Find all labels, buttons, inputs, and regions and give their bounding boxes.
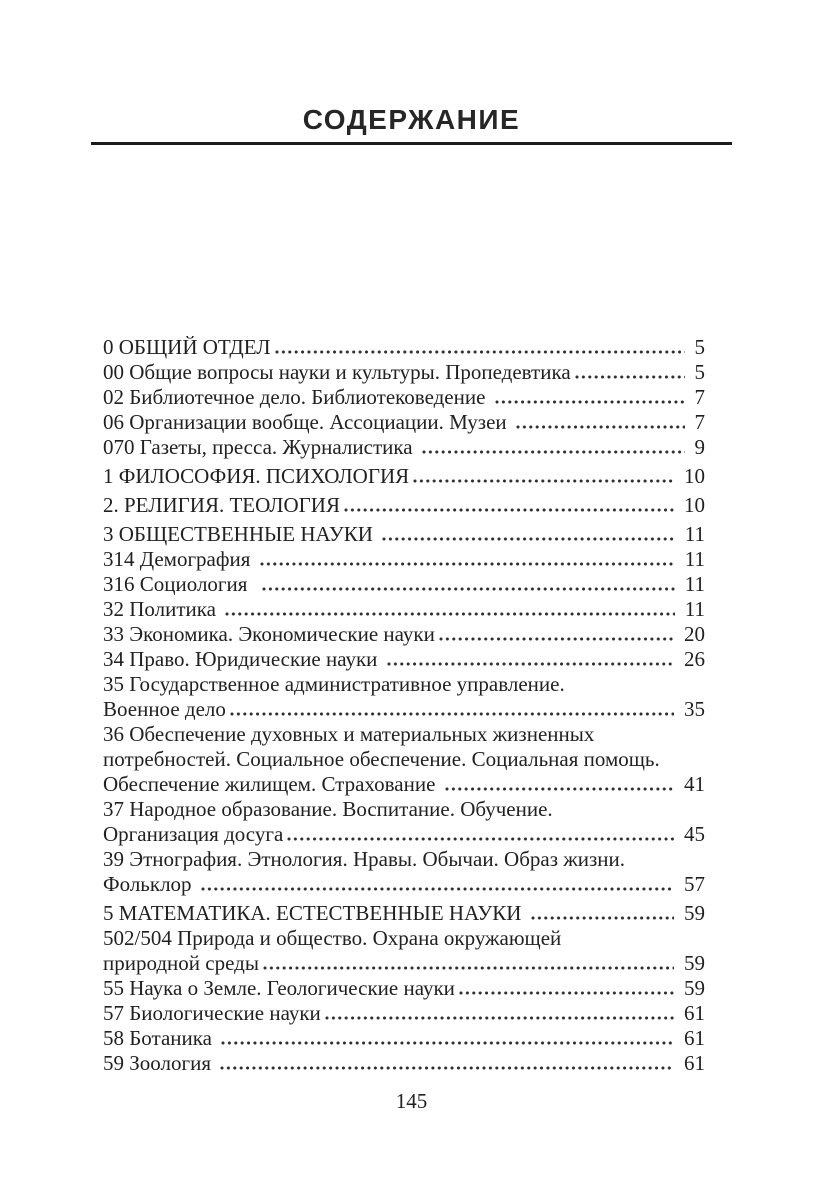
toc-line xyxy=(103,872,705,897)
toc-line xyxy=(103,697,705,722)
toc-page-number: 45 xyxy=(684,822,705,846)
toc-entry-text: 06 Организации вообще. Ассоциации. Музеи xyxy=(103,410,512,434)
toc-line xyxy=(103,360,705,385)
toc-entry-text: потребностей. Социальное обеспечение. Социальная помощь. xyxy=(103,747,660,771)
toc-line xyxy=(103,747,705,772)
toc-page-number: 59 xyxy=(684,951,705,975)
toc-entry xyxy=(103,360,705,385)
toc-entry xyxy=(103,335,705,360)
toc-line xyxy=(103,1051,705,1076)
masthead xyxy=(91,104,732,145)
toc-entry-text: 33 Экономика. Экономические науки xyxy=(103,622,435,646)
toc-line xyxy=(103,522,705,547)
toc-entry-text: 3 ОБЩЕСТВЕННЫЕ НАУКИ xyxy=(103,522,379,546)
toc-line xyxy=(103,772,705,797)
toc-entry xyxy=(103,672,705,722)
toc-page-number: 7 xyxy=(694,385,705,409)
toc-page-number: 61 xyxy=(684,1026,705,1050)
toc-line xyxy=(103,901,705,926)
toc-page-number: 10 xyxy=(684,493,705,517)
toc-page-number: 26 xyxy=(684,647,705,671)
toc-entry xyxy=(103,493,705,518)
toc-line xyxy=(103,464,705,489)
toc-page-number: 7 xyxy=(694,410,705,434)
toc-page-number: 5 xyxy=(694,360,705,384)
toc-entry-text: 35 Государственное административное управление. xyxy=(103,672,565,696)
toc-entry-text: 0 ОБЩИЙ ОТДЕЛ xyxy=(103,335,271,359)
toc-entry-text: 314 Демография xyxy=(103,547,256,571)
toc-entry-text: 58 Ботаника xyxy=(103,1026,218,1050)
toc-entry-text: Военное дело xyxy=(103,697,226,721)
toc-line xyxy=(103,435,705,460)
toc-line xyxy=(103,547,705,572)
toc-entry-text: 55 Наука о Земле. Геологические науки xyxy=(103,976,455,1000)
toc-entry xyxy=(103,622,705,647)
toc-list xyxy=(103,331,705,1076)
toc-page-number: 11 xyxy=(684,547,705,571)
toc-entry xyxy=(103,926,705,976)
toc-entry-text: 5 МАТЕМАТИКА. ЕСТЕСТВЕННЫЕ НАУКИ xyxy=(103,901,527,925)
toc-line xyxy=(103,335,705,360)
toc-line xyxy=(103,1001,705,1026)
toc-entry-text: 316 Социология xyxy=(103,572,258,596)
toc-page-number: 11 xyxy=(684,522,705,546)
toc-entry-text: Обеспечение жилищем. Страхование xyxy=(103,772,441,796)
toc-entry-text: 02 Библиотечное дело. Библиотековедение xyxy=(103,385,491,409)
toc-line xyxy=(103,1026,705,1051)
toc-page-number: 59 xyxy=(684,901,705,925)
toc-entry xyxy=(103,1026,705,1051)
toc-line xyxy=(103,797,705,822)
toc-line xyxy=(103,672,705,697)
toc-line xyxy=(103,410,705,435)
toc-entry-text: 36 Обеспечение духовных и материальных жизненных xyxy=(103,722,595,746)
toc-entry xyxy=(103,797,705,847)
toc-entry xyxy=(103,572,705,597)
toc-page-number: 41 xyxy=(684,772,705,796)
toc-entry xyxy=(103,976,705,1001)
toc-page-number: 9 xyxy=(694,435,705,459)
toc-line xyxy=(103,822,705,847)
toc-page-number: 11 xyxy=(684,597,705,621)
toc-entry xyxy=(103,901,705,926)
toc-entry-text: Организация досуга xyxy=(103,822,284,846)
toc-entry xyxy=(103,722,705,797)
toc-line xyxy=(103,385,705,410)
toc-entry xyxy=(103,522,705,547)
toc-entry xyxy=(103,597,705,622)
toc-page-number: 10 xyxy=(684,464,705,488)
toc-line xyxy=(103,722,705,747)
toc-page-number: 61 xyxy=(684,1051,705,1075)
toc-page-number: 5 xyxy=(694,335,705,359)
toc-line xyxy=(103,847,705,872)
toc-entry xyxy=(103,410,705,435)
toc-page-number: 11 xyxy=(684,572,705,596)
page-title: СОДЕРЖАНИЕ xyxy=(302,104,521,135)
toc-page-number: 61 xyxy=(684,1001,705,1025)
toc-line xyxy=(103,622,705,647)
toc-entry xyxy=(103,647,705,672)
toc-line xyxy=(103,926,705,951)
toc-entry-text: 502/504 Природа и общество. Охрана окружающей xyxy=(103,926,562,950)
toc-line xyxy=(103,493,705,518)
toc-line xyxy=(103,572,705,597)
toc-entry-text: 59 Зоология xyxy=(103,1051,217,1075)
toc-page-number: 20 xyxy=(684,622,705,646)
toc-entry-text: 2. РЕЛИГИЯ. ТЕОЛОГИЯ xyxy=(103,493,340,517)
toc-entry-text: 070 Газеты, пресса. Журналистика xyxy=(103,435,418,459)
toc-line xyxy=(103,951,705,976)
title-rule xyxy=(91,142,732,145)
toc-entry xyxy=(103,385,705,410)
toc-line xyxy=(103,597,705,622)
toc-line xyxy=(103,647,705,672)
toc-entry-text: 39 Этнография. Этнология. Нравы. Обычаи. Образ жизни. xyxy=(103,847,626,871)
toc-entry-text: 32 Политика xyxy=(103,597,222,621)
toc-entry-text: 00 Общие вопросы науки и культуры. Пропедевтика xyxy=(103,360,571,384)
toc-page-number: 35 xyxy=(684,697,705,721)
toc-entry-text: 37 Народное образование. Воспитание. Обучение. xyxy=(103,797,553,821)
toc-entry-text: Фольклор xyxy=(103,872,197,896)
toc-entry-text: природной среды xyxy=(103,951,259,975)
toc-entry xyxy=(103,1051,705,1076)
toc-entry xyxy=(103,1001,705,1026)
toc-entry-text: 57 Биологические науки xyxy=(103,1001,321,1025)
toc-entry xyxy=(103,847,705,897)
toc-entry xyxy=(103,547,705,572)
toc-entry xyxy=(103,464,705,489)
toc-line xyxy=(103,976,705,1001)
toc-page-number: 57 xyxy=(684,872,705,896)
page-number-footer: 145 xyxy=(395,1089,428,1113)
toc-page-number: 59 xyxy=(684,976,705,1000)
toc-entry-text: 1 ФИЛОСОФИЯ. ПСИХОЛОГИЯ xyxy=(103,464,410,488)
toc-entry xyxy=(103,435,705,460)
toc-entry-text: 34 Право. Юридические науки xyxy=(103,647,383,671)
